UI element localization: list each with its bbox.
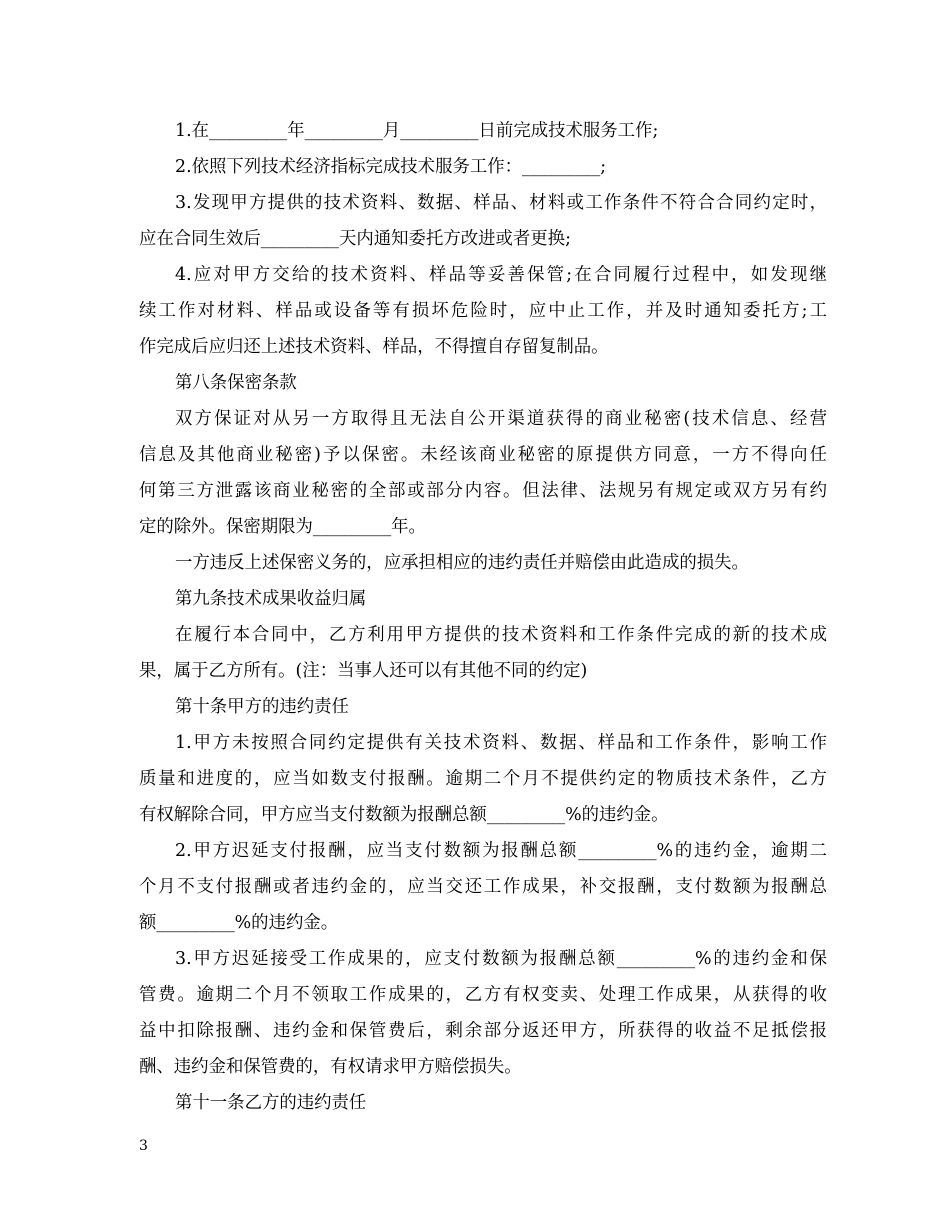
- text-line: 个月不支付报酬或者违约金的，应当交还工作成果，补交报酬，支付数额为报酬总: [139, 877, 827, 897]
- text-line: 2.甲方迟延支付报酬，应当支付数额为报酬总额_________%的违约金，逾期二: [175, 841, 827, 861]
- text-line: 定的除外。保密期限为_________年。: [139, 517, 426, 537]
- text-line: 酬、违约金和保管费的，有权请求甲方赔偿损失。: [139, 1057, 522, 1077]
- document-body: [139, 113, 827, 1121]
- page-number: 3: [139, 1138, 148, 1154]
- text-line: 1.甲方未按照合同约定提供有关技术资料、数据、样品和工作条件，影响工作: [175, 733, 827, 753]
- text-line: 额_________%的违约金。: [139, 913, 339, 933]
- text-line: 作完成后应归还上述技术资料、样品，不得擅自存留复制品。: [139, 337, 609, 357]
- text-line: 双方保证对从另一方取得且无法自公开渠道获得的商业秘密(技术信息、经营: [175, 409, 827, 429]
- text-line: 续工作对材料、样品或设备等有损坏危险时，应中止工作，并及时通知委托方;工: [139, 301, 827, 321]
- text-line: 1.在_________年_________月_________日前完成技术服务工作;: [175, 121, 659, 141]
- text-line: 何第三方泄露该商业秘密的全部或部分内容。但法律、法规另有规定或双方另有约: [139, 481, 827, 501]
- text-line: 第十一条乙方的违约责任: [175, 1093, 367, 1113]
- text-line: 第八条保密条款: [175, 373, 297, 393]
- text-line: 质量和进度的，应当如数支付报酬。逾期二个月不提供约定的物质技术条件，乙方: [139, 769, 827, 789]
- text-line: 3.发现甲方提供的技术资料、数据、样品、材料或工作条件不符合合同约定时，: [175, 193, 827, 213]
- text-line: 一方违反上述保密义务的，应承担相应的违约责任并赔偿由此造成的损失。: [175, 553, 749, 573]
- text-line: 益中扣除报酬、违约金和保管费后，剩余部分返还甲方，所获得的收益不足抵偿报: [139, 1021, 827, 1041]
- text-line: 信息及其他商业秘密)予以保密。未经该商业秘密的原提供方同意，一方不得向任: [139, 445, 827, 465]
- text-line: 第十条甲方的违约责任: [175, 697, 349, 717]
- text-line: 管费。逾期二个月不领取工作成果的，乙方有权变卖、处理工作成果，从获得的收: [139, 985, 827, 1005]
- text-line: 4.应对甲方交给的技术资料、样品等妥善保管;在合同履行过程中，如发现继: [175, 265, 827, 285]
- text-line: 有权解除合同，甲方应当支付数额为报酬总额_________%的违约金。: [139, 805, 669, 825]
- text-line: 果，属于乙方所有。(注：当事人还可以有其他不同的约定): [139, 661, 588, 681]
- text-line: 第九条技术成果收益归属: [175, 589, 367, 609]
- text-line: 在履行本合同中，乙方利用甲方提供的技术资料和工作条件完成的新的技术成: [175, 625, 827, 645]
- text-line: 3.甲方迟延接受工作成果的，应支付数额为报酬总额_________%的违约金和保: [175, 949, 827, 969]
- text-line: 应在合同生效后_________天内通知委托方改进或者更换;: [139, 229, 571, 249]
- text-line: 2.依照下列技术经济指标完成技术服务工作：_________;: [175, 157, 607, 177]
